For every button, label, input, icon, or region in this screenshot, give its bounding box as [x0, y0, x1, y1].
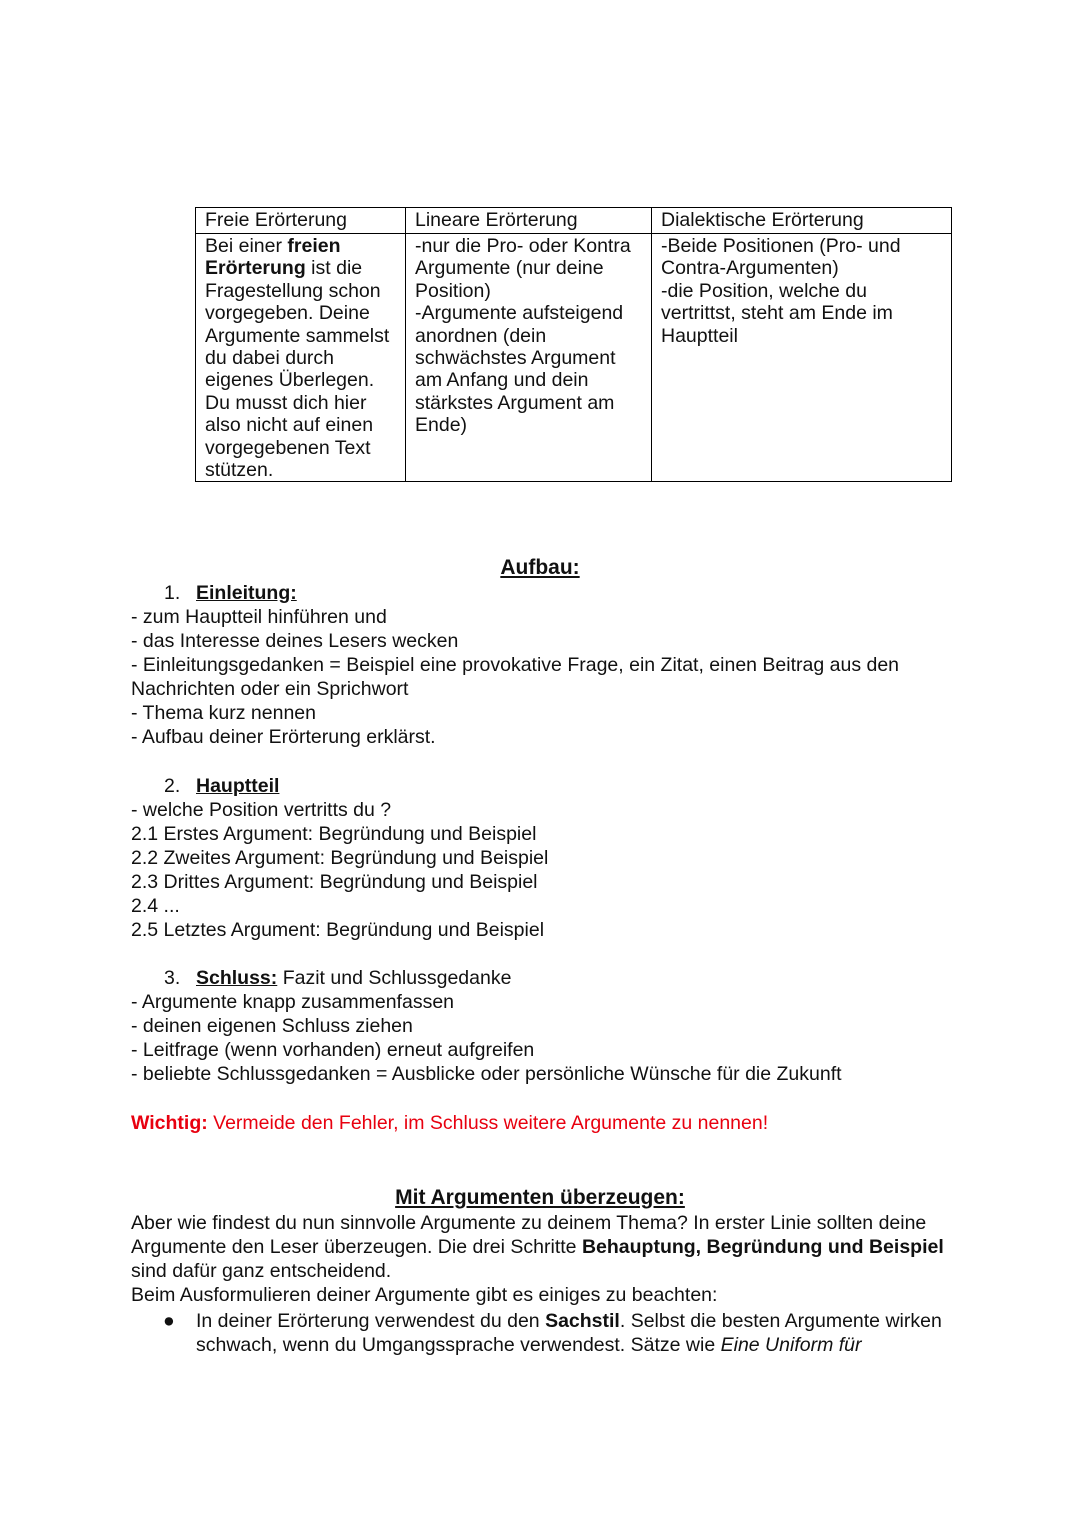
- einleitung-line: - Thema kurz nennen: [131, 702, 316, 724]
- header-lineare: Lineare Erörterung: [406, 208, 652, 234]
- hauptteil-line: 2.4 ...: [131, 895, 180, 917]
- section-title-aufbau: Aufbau:: [500, 556, 580, 579]
- hauptteil-line: 2.1 Erstes Argument: Begründung und Beispiel: [131, 823, 537, 845]
- section-title-argumente: Mit Argumenten überzeugen:: [395, 1186, 685, 1209]
- schluss-line: - Leitfrage (wenn vorhanden) erneut aufgreifen: [131, 1039, 535, 1061]
- schluss-line: - beliebte Schlussgedanken = Ausblicke oder persönliche Wünsche für die Zukunft: [131, 1063, 842, 1085]
- header-freie: Freie Erörterung: [196, 208, 406, 234]
- dialektische-point: -die Position, welche du vertrittst, steht am Ende im Hauptteil: [661, 279, 893, 347]
- cell-freie: Bei einer freien Erörterung ist die Fragestellung schon vorgegeben. Deine Argumente sammelst du dabei durch eigenes Überlegen. Du musst dich hier also nicht auf einen vorgegebenen Text stützen.: [196, 234, 406, 482]
- argumente-paragraph: Aber wie findest du nun sinnvolle Argumente zu deinem Thema? In erster Linie sollten deine Argumente den Leser überzeugen. Die drei Schritte Behauptung, Begründung und Beispiel sind dafür ganz entscheidend. Beim Ausformulieren deiner Argumente gibt es einiges zu beachten:: [131, 1212, 944, 1306]
- einleitung-line: - Einleitungsgedanken = Beispiel eine provokative Frage, ein Zitat, einen Beitrag aus den: [131, 654, 900, 676]
- einleitung-line: Nachrichten oder ein Sprichwort: [131, 678, 409, 700]
- dialektische-point: -Beide Positionen (Pro- und Contra-Argumenten): [661, 235, 901, 280]
- einleitung-line: - das Interesse deines Lesers wecken: [131, 630, 459, 652]
- bullet-dot-icon: ●: [163, 1310, 175, 1332]
- einleitung-line: - Aufbau deiner Erörterung erklärst.: [131, 726, 436, 748]
- einleitung-line: - zum Hauptteil hinführen und: [131, 606, 387, 628]
- heading-hauptteil: 2. Hauptteil: [164, 775, 280, 797]
- schluss-line: - Argumente knapp zusammenfassen: [131, 991, 455, 1013]
- hauptteil-line: 2.5 Letztes Argument: Begründung und Beispiel: [131, 919, 545, 941]
- table-body-row: [196, 234, 952, 482]
- hauptteil-line: - welche Position vertritts du ?: [131, 799, 392, 821]
- warning-note: Wichtig: Vermeide den Fehler, im Schluss weitere Argumente zu nennen!: [131, 1112, 769, 1134]
- lineare-point: -Argumente aufsteigend anordnen (dein schwächstes Argument am Anfang und dein stärkstes Argument am Ende): [415, 302, 624, 437]
- cell-lineare: [406, 234, 652, 482]
- bullet-item: ● In deiner Erörterung verwendest du den Sachstil. Selbst die besten Argumente wirken schwach, wenn du Umgangssprache verwendest. Sätze wie Eine Uniform für: [163, 1310, 942, 1356]
- heading-schluss: 3. Schluss: Fazit und Schlussgedanke: [164, 967, 512, 989]
- comparison-table: [195, 207, 952, 482]
- schluss-line: - deinen eigenen Schluss ziehen: [131, 1015, 413, 1037]
- cell-dialektische: [652, 234, 952, 482]
- lineare-point: -nur die Pro- oder Kontra Argumente (nur deine Position): [415, 235, 631, 302]
- table-header-row: [196, 208, 952, 234]
- heading-einleitung: 1. Einleitung:: [164, 582, 297, 604]
- hauptteil-line: 2.3 Drittes Argument: Begründung und Beispiel: [131, 871, 538, 893]
- hauptteil-line: 2.2 Zweites Argument: Begründung und Beispiel: [131, 847, 549, 869]
- header-dialektische: Dialektische Erörterung: [652, 208, 952, 234]
